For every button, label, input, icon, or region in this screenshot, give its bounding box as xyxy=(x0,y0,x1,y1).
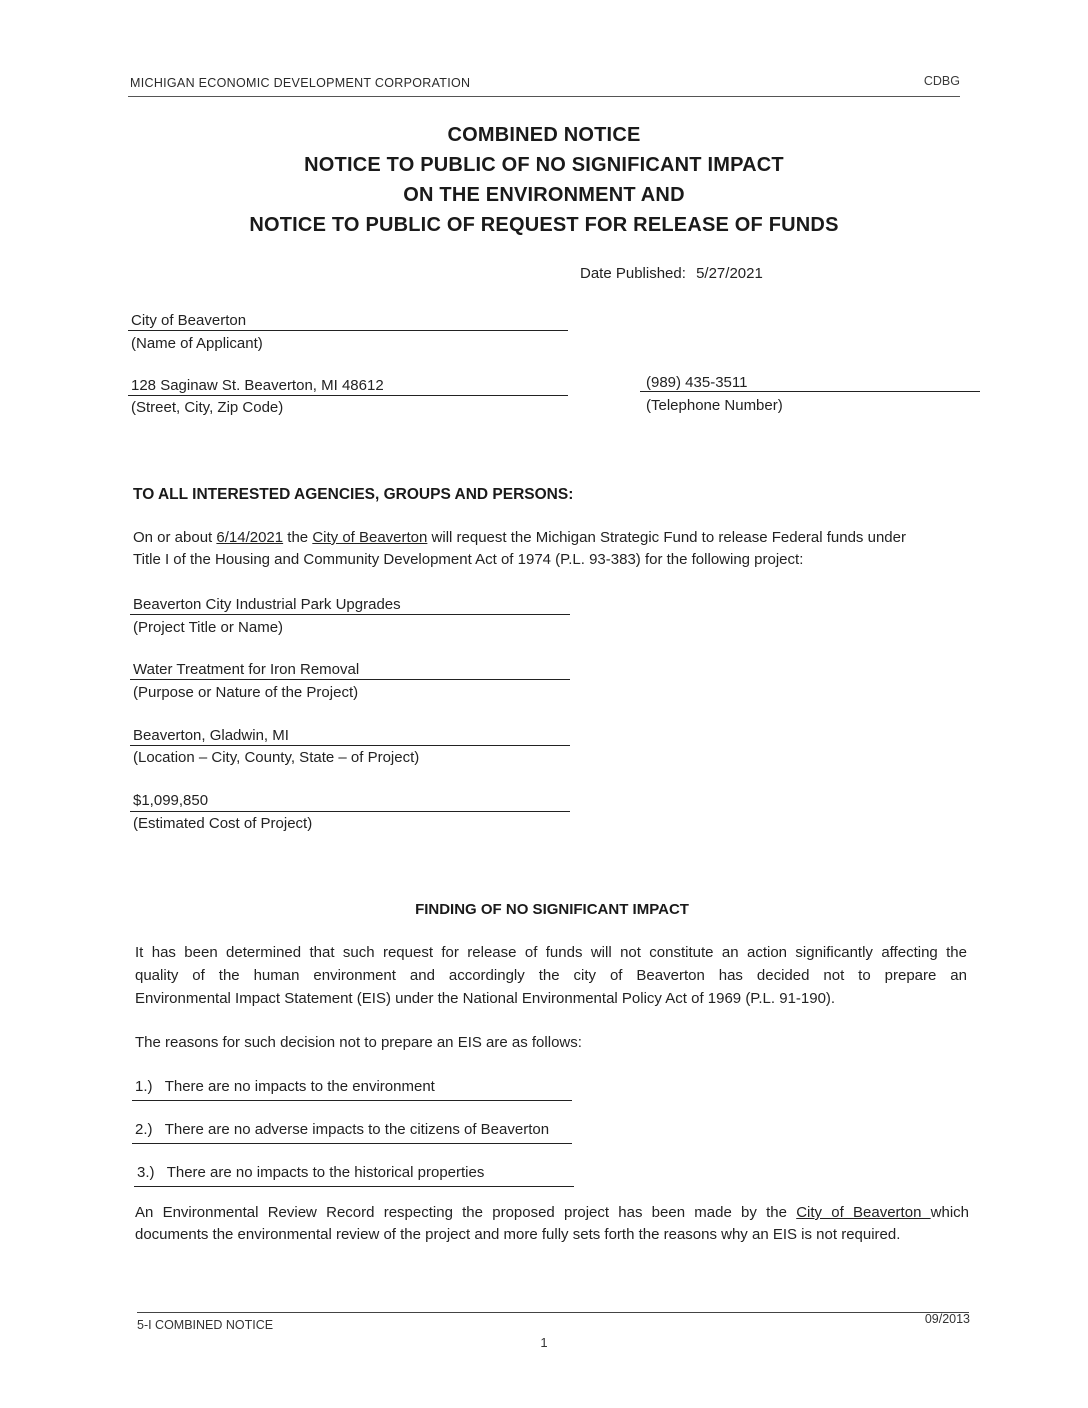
header-divider xyxy=(128,96,960,97)
date-published xyxy=(580,265,763,282)
applicant-name-line xyxy=(128,330,568,331)
page-number: 1 xyxy=(540,1335,548,1350)
finding-para-line-1: It has been determined that such request for release of funds will not constitute an action significantly affecting the xyxy=(135,944,967,961)
reason-text: There are no adverse impacts to the citizens of Beaverton xyxy=(164,1121,550,1138)
title-line-4: NOTICE TO PUBLIC OF REQUEST FOR RELEASE OF FUNDS xyxy=(249,214,839,236)
err-city: City of Beaverton xyxy=(796,1204,931,1221)
reason-number: 2.) xyxy=(135,1121,153,1138)
header-organization: MICHIGAN ECONOMIC DEVELOPMENT CORPORATION xyxy=(130,76,471,90)
reason-item-3 xyxy=(137,1164,484,1181)
project-title-label: (Project Title or Name) xyxy=(133,619,284,636)
applicant-name: City of Beaverton xyxy=(131,312,247,329)
finding-heading: FINDING OF NO SIGNIFICANT IMPACT xyxy=(415,901,689,918)
request-city: City of Beaverton xyxy=(312,529,428,546)
err-prefix: An Environmental Review Record respecting the proposed project has been made by the xyxy=(135,1204,797,1221)
project-title: Beaverton City Industrial Park Upgrades xyxy=(133,596,401,613)
project-purpose-label: (Purpose or Nature of the Project) xyxy=(133,684,359,701)
footer-divider xyxy=(137,1312,969,1313)
applicant-address-label: (Street, City, Zip Code) xyxy=(131,399,284,416)
reason-line-1 xyxy=(132,1100,572,1101)
applicant-address-line xyxy=(128,395,568,396)
footer-form-name: 5-I COMBINED NOTICE xyxy=(137,1318,274,1332)
reason-number: 3.) xyxy=(137,1164,155,1181)
reason-item-1 xyxy=(135,1078,435,1095)
request-line-2: Title I of the Housing and Community Development Act of 1974 (P.L. 93-383) for the following project: xyxy=(133,551,804,568)
request-the: the xyxy=(283,529,313,546)
project-location-label: (Location – City, County, State – of Project) xyxy=(133,749,420,766)
applicant-phone: (989) 435-3511 xyxy=(646,374,748,391)
request-date: 6/14/2021 xyxy=(216,529,284,546)
request-prefix: On or about xyxy=(133,529,217,546)
err-line-2: documents the environmental review of the project and more fully sets forth the reasons why an EIS is not required. xyxy=(135,1226,901,1243)
project-location: Beaverton, Gladwin, MI xyxy=(133,727,289,744)
applicant-name-label: (Name of Applicant) xyxy=(131,335,263,352)
reason-text: There are no impacts to the historical properties xyxy=(166,1164,485,1181)
project-title-line xyxy=(130,614,570,615)
err-suffix: which xyxy=(930,1204,970,1221)
project-cost-line xyxy=(130,811,570,812)
reasons-intro: The reasons for such decision not to prepare an EIS are as follows: xyxy=(135,1034,582,1051)
applicant-address: 128 Saginaw St. Beaverton, MI 48612 xyxy=(131,377,384,394)
finding-para-line-3: Environmental Impact Statement (EIS) under the National Environmental Policy Act of 1969 (P.L. 91-190). xyxy=(135,990,836,1007)
addressee-heading: TO ALL INTERESTED AGENCIES, GROUPS AND PERSONS: xyxy=(133,486,574,503)
date-published-value: 5/27/2021 xyxy=(696,265,763,282)
header-program: CDBG xyxy=(923,74,960,88)
request-line-1-rest: will request the Michigan Strategic Fund to release Federal funds under xyxy=(427,529,906,546)
reason-line-3 xyxy=(134,1186,574,1187)
footer-revision-date: 09/2013 xyxy=(924,1312,970,1326)
title-line-1: COMBINED NOTICE xyxy=(447,124,641,146)
project-location-line xyxy=(130,745,570,746)
finding-para-line-2: quality of the human environment and accordingly the city of Beaverton has decided not to prepare an xyxy=(135,967,967,984)
reason-text: There are no impacts to the environment xyxy=(164,1078,435,1095)
project-purpose-line xyxy=(130,679,570,680)
applicant-phone-label: (Telephone Number) xyxy=(646,397,783,414)
date-published-label: Date Published: xyxy=(580,265,686,282)
applicant-phone-line xyxy=(640,391,980,392)
title-line-3: ON THE ENVIRONMENT AND xyxy=(403,184,685,206)
request-line-1 xyxy=(133,529,973,546)
title-line-2: NOTICE TO PUBLIC OF NO SIGNIFICANT IMPACT xyxy=(304,154,784,176)
project-cost: $1,099,850 xyxy=(133,792,209,809)
reason-item-2 xyxy=(135,1121,549,1138)
reason-number: 1.) xyxy=(135,1078,153,1095)
project-purpose: Water Treatment for Iron Removal xyxy=(133,661,360,678)
project-cost-label: (Estimated Cost of Project) xyxy=(133,815,313,832)
err-line-1 xyxy=(135,1204,969,1221)
reason-line-2 xyxy=(132,1143,572,1144)
